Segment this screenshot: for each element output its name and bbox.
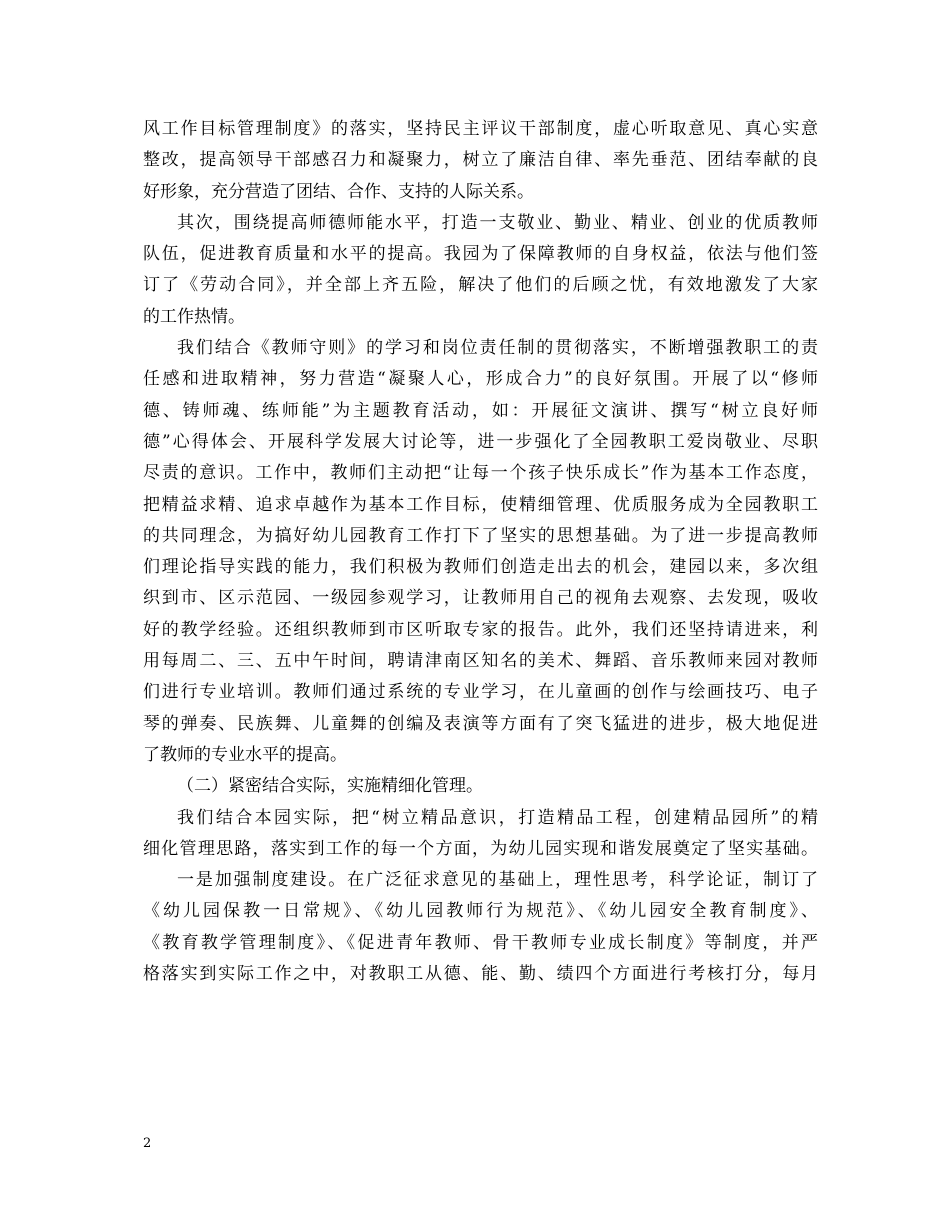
text-line: 任感和进取精神，努力营造“凝聚人心，形成合力”的良好氛围。开展了以“修师 <box>143 369 818 390</box>
text-line: 琴的弹奏、民族舞、儿童舞的创编及表演等方面有了突飞猛进的进步，极大地促进 <box>143 713 818 734</box>
text-line: 了教师的专业水平的提高。 <box>143 744 347 765</box>
text-line: 的工作热情。 <box>143 306 245 327</box>
text-line: 好的教学经验。还组织教师到市区听取专家的报告。此外，我们还坚持请进来，利 <box>143 619 818 640</box>
text-line: 订了《劳动合同》，并全部上齐五险，解决了他们的后顾之忧，有效地激发了大家 <box>143 275 818 296</box>
text-line: 们理论指导实践的能力，我们积极为教师们创造走出去的机会，建园以来，多次组 <box>143 557 818 578</box>
text-line: 整改，提高领导干部感召力和凝聚力，树立了廉洁自律、率先垂范、团结奉献的良 <box>143 150 818 171</box>
text-line: 德”心得体会、开展科学发展大讨论等，进一步强化了全园教职工爱岗敬业、尽职 <box>143 431 818 452</box>
text-line: 我们结合《教师守则》的学习和岗位责任制的贯彻落实，不断增强教职工的责 <box>177 338 818 359</box>
text-line: 用每周二、三、五中午时间，聘请津南区知名的美术、舞蹈、音乐教师来园对教师 <box>143 651 818 672</box>
text-line: 我们结合本园实际，把“树立精品意识，打造精品工程，创建精品园所”的精 <box>177 807 818 828</box>
text-line: 《幼儿园保教一日常规》、《幼儿园教师行为规范》、《幼儿园安全教育制度》、 <box>143 901 818 922</box>
text-line: 好形象，充分营造了团结、合作、支持的人际关系。 <box>143 181 534 202</box>
text-line: 《教育教学管理制度》、《促进青年教师、骨干教师专业成长制度》等制度，并严 <box>143 932 818 953</box>
section-heading: （二）紧密结合实际，实施精细化管理。 <box>177 776 483 797</box>
text-line: 德、铸师魂、练师能”为主题教育活动，如：开展征文演讲、撰写“树立良好师 <box>143 400 818 421</box>
text-line: 格落实到实际工作之中，对教职工从德、能、勤、绩四个方面进行考核打分，每月 <box>143 964 818 985</box>
text-line: 一是加强制度建设。在广泛征求意见的基础上，理性思考，科学论证，制订了 <box>177 870 818 891</box>
text-line: 的共同理念，为搞好幼儿园教育工作打下了坚实的思想基础。为了进一步提高教师 <box>143 525 818 546</box>
text-line: 织到市、区示范园、一级园参观学习，让教师用自己的视角去观察、去发现，吸收 <box>143 588 818 609</box>
text-line: 尽责的意识。工作中，教师们主动把“让每一个孩子快乐成长”作为基本工作态度， <box>143 463 818 484</box>
text-line: 细化管理思路，落实到工作的每一个方面，为幼儿园实现和谐发展奠定了坚实基础。 <box>143 838 818 859</box>
text-line: 队伍，促进教育质量和水平的提高。我园为了保障教师的自身权益，依法与他们签 <box>143 244 818 265</box>
text-line: 其次，围绕提高师德师能水平，打造一支敬业、勤业、精业、创业的优质教师 <box>177 212 818 233</box>
text-line: 风工作目标管理制度》的落实，坚持民主评议干部制度，虚心听取意见、真心实意 <box>143 119 818 139</box>
page-number: 2 <box>143 1136 152 1151</box>
body-text <box>143 114 818 990</box>
text-line: 把精益求精、追求卓越作为基本工作目标，使精细管理、优质服务成为全园教职工 <box>143 494 818 515</box>
text-line: 们进行专业培训。教师们通过系统的专业学习，在儿童画的创作与绘画技巧、电子 <box>143 682 818 703</box>
